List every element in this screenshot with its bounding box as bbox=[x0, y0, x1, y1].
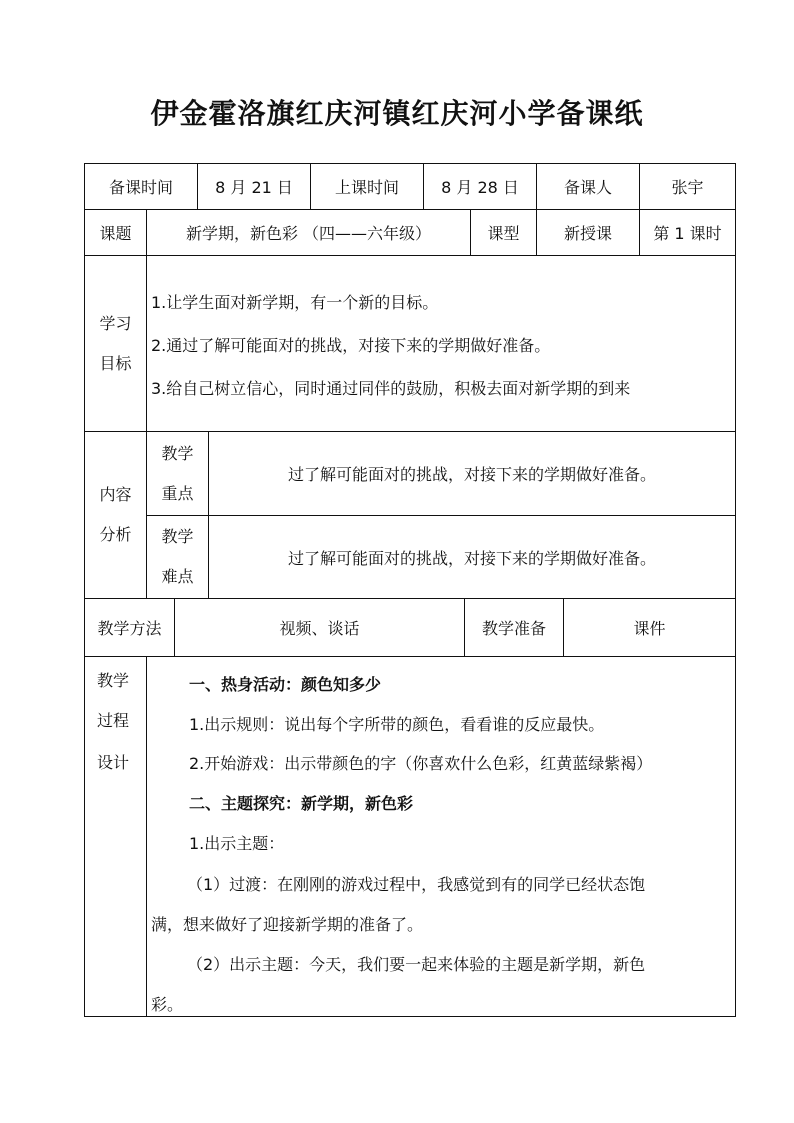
process-section-heading: 一、热身活动：颜色知多少 bbox=[189, 675, 382, 694]
preparer-value: 张宇 bbox=[671, 178, 704, 197]
class-time-value: 8 月 28 日 bbox=[441, 178, 519, 197]
preparation-value: 课件 bbox=[633, 619, 666, 638]
objectives-label bbox=[85, 256, 146, 431]
class-time-label: 上课时间 bbox=[334, 178, 399, 197]
table-border bbox=[146, 656, 147, 1016]
difficulties-value: 过了解可能面对的挑战，对接下来的学期做好准备。 bbox=[287, 548, 656, 568]
process-line: 彩。 bbox=[151, 995, 184, 1014]
process-label-line: 教学 bbox=[97, 671, 130, 690]
objective-item: 1.让学生面对新学期，有一个新的目标。 bbox=[151, 293, 439, 312]
process-label-line: 过程 bbox=[97, 711, 130, 730]
objectives-label-line: 目标 bbox=[99, 353, 132, 373]
objective-item: 2.通过了解可能面对的挑战，对接下来的学期做好准备。 bbox=[151, 336, 551, 355]
methods-value: 视频、谈话 bbox=[279, 619, 360, 638]
page-title: 伊金霍洛旗红庆河镇红庆河小学备课纸 bbox=[150, 97, 644, 130]
prep-time-value: 8 月 21 日 bbox=[215, 178, 293, 197]
process-line: （2）出示主题：今天，我们要一起来体验的主题是新学期，新色 bbox=[187, 955, 646, 974]
preparer-label: 备课人 bbox=[563, 178, 612, 197]
process-label-line: 设计 bbox=[97, 753, 130, 772]
table-border bbox=[735, 163, 736, 1017]
lesson-type-value: 新授课 bbox=[563, 224, 612, 243]
objectives-label-line: 学习 bbox=[99, 313, 132, 333]
lesson-type-label: 课型 bbox=[487, 224, 520, 243]
key-points-label-line: 重点 bbox=[161, 483, 194, 503]
analysis-label-line: 内容 bbox=[99, 485, 132, 504]
table-border bbox=[84, 656, 736, 657]
difficulties-label-line: 教学 bbox=[161, 527, 194, 546]
prep-time-label: 备课时间 bbox=[108, 178, 173, 197]
difficulties-label bbox=[147, 516, 208, 598]
process-line: 满，想来做好了迎接新学期的准备了。 bbox=[151, 915, 424, 934]
lesson-period: 第 1 课时 bbox=[653, 224, 722, 243]
objective-item: 3.给自己树立信心，同时通过同伴的鼓励，积极去面对新学期的到来 bbox=[151, 379, 631, 398]
process-line: 1.出示规则：说出每个字所带的颜色，看看谁的反应最快。 bbox=[189, 715, 605, 734]
table-border bbox=[84, 255, 736, 256]
process-section-heading: 二、主题探究：新学期，新色彩 bbox=[189, 794, 414, 813]
methods-label: 教学方法 bbox=[97, 619, 162, 638]
difficulties-label-line: 难点 bbox=[161, 567, 194, 586]
table-border bbox=[146, 255, 147, 431]
process-line: （1）过渡：在刚刚的游戏过程中，我感觉到有的同学已经状态饱 bbox=[187, 875, 646, 894]
table-border bbox=[84, 1016, 736, 1017]
topic-label: 课题 bbox=[99, 224, 132, 243]
key-points-value: 过了解可能面对的挑战，对接下来的学期做好准备。 bbox=[287, 465, 656, 484]
preparation-label: 教学准备 bbox=[481, 619, 546, 638]
key-points-label-line: 教学 bbox=[161, 443, 194, 463]
process-line: 1.出示主题： bbox=[189, 834, 285, 853]
analysis-label bbox=[85, 432, 146, 598]
analysis-label-line: 分析 bbox=[99, 525, 132, 544]
key-points-label bbox=[147, 432, 208, 515]
topic-value: 新学期，新色彩 （四——六年级） bbox=[185, 224, 432, 243]
process-line: 2.开始游戏：出示带颜色的字（你喜欢什么色彩，红黄蓝绿紫褐） bbox=[189, 754, 653, 773]
